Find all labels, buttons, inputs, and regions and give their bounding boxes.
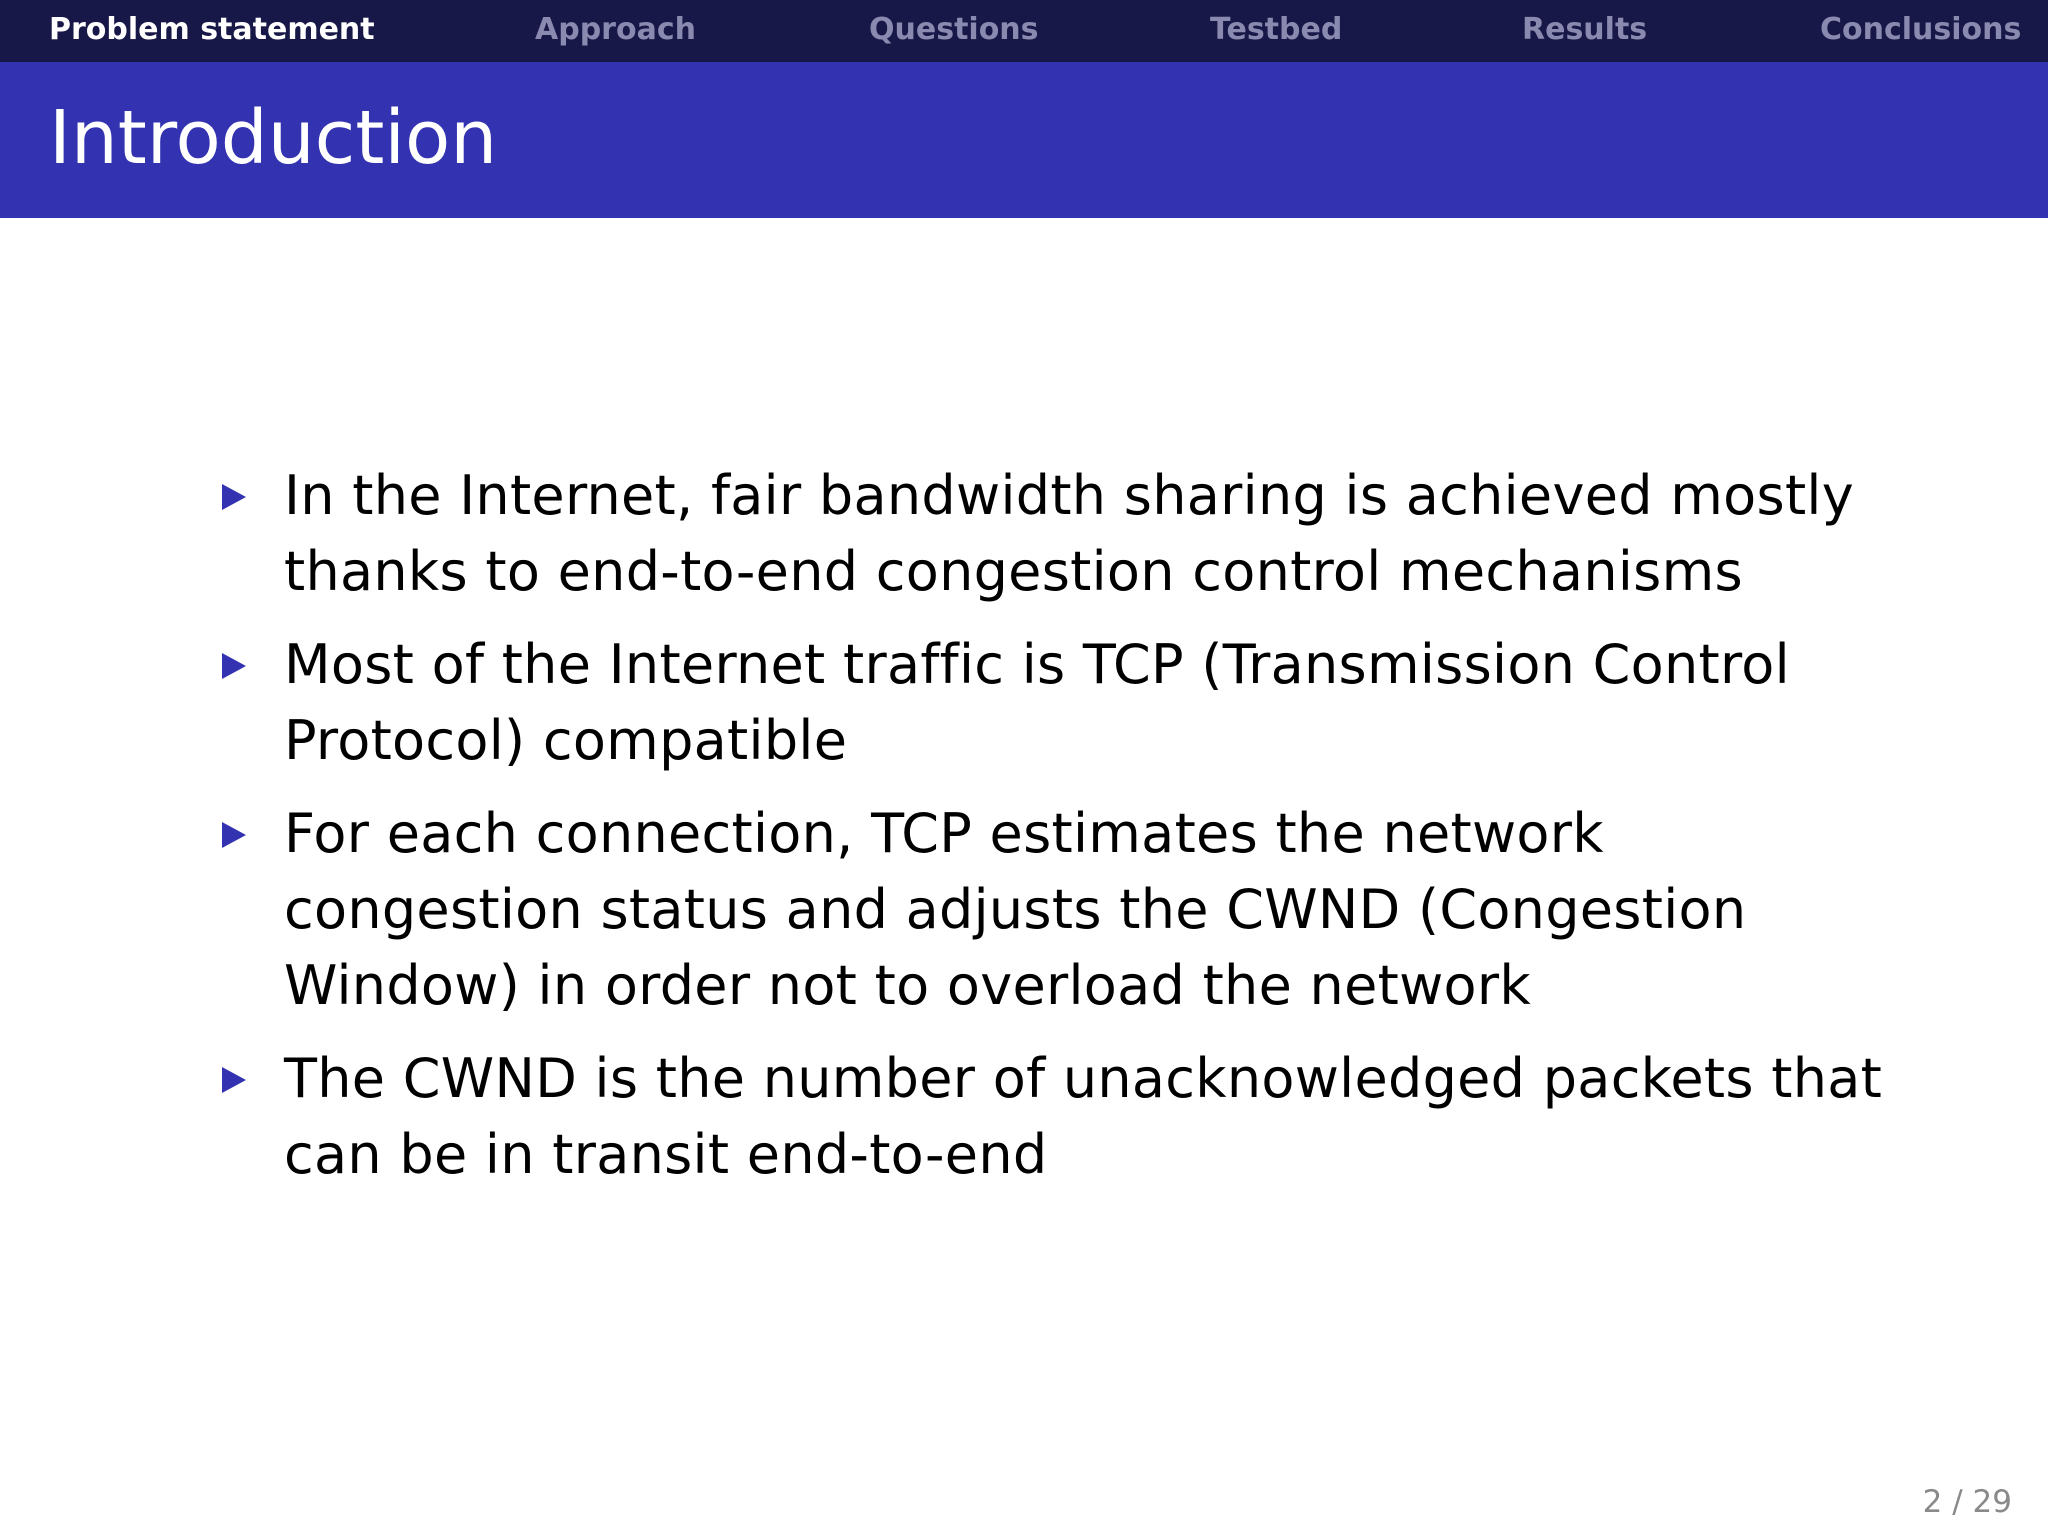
triangle-bullet-icon xyxy=(222,653,246,679)
bullet-item xyxy=(218,458,1898,610)
bullet-text: Most of the Internet traffic is TCP (Transmission Control Protocol) compatible xyxy=(284,633,1790,772)
bullet-text: The CWND is the number of unacknowledged packets that can be in transit end-to-end xyxy=(284,1047,1883,1186)
navigation-bar xyxy=(0,0,2048,62)
title-bar xyxy=(0,62,2048,218)
nav-item-testbed[interactable]: Testbed xyxy=(1210,12,1343,47)
page-number: 2 / 29 xyxy=(1922,1484,2012,1520)
bullet-text: In the Internet, fair bandwidth sharing is achieved mostly thanks to end-to-end congestion control mechanisms xyxy=(284,464,1854,603)
bullet-list xyxy=(218,458,1898,1210)
nav-item-approach[interactable]: Approach xyxy=(535,12,696,47)
nav-item-results[interactable]: Results xyxy=(1522,12,1648,47)
nav-item-questions[interactable]: Questions xyxy=(869,12,1039,47)
triangle-bullet-icon xyxy=(222,1067,246,1093)
nav-item-problem-statement[interactable]: Problem statement xyxy=(49,12,375,47)
triangle-bullet-icon xyxy=(222,822,246,848)
bullet-item xyxy=(218,1041,1898,1193)
nav-item-conclusions[interactable]: Conclusions xyxy=(1820,12,2022,47)
bullet-item xyxy=(218,627,1898,779)
slide-title: Introduction xyxy=(49,95,498,181)
bullet-text: For each connection, TCP estimates the network congestion status and adjusts the CWND (Congestion Window) in order not to overload the network xyxy=(284,802,1747,1017)
triangle-bullet-icon xyxy=(222,484,246,510)
bullet-item xyxy=(218,796,1898,1024)
